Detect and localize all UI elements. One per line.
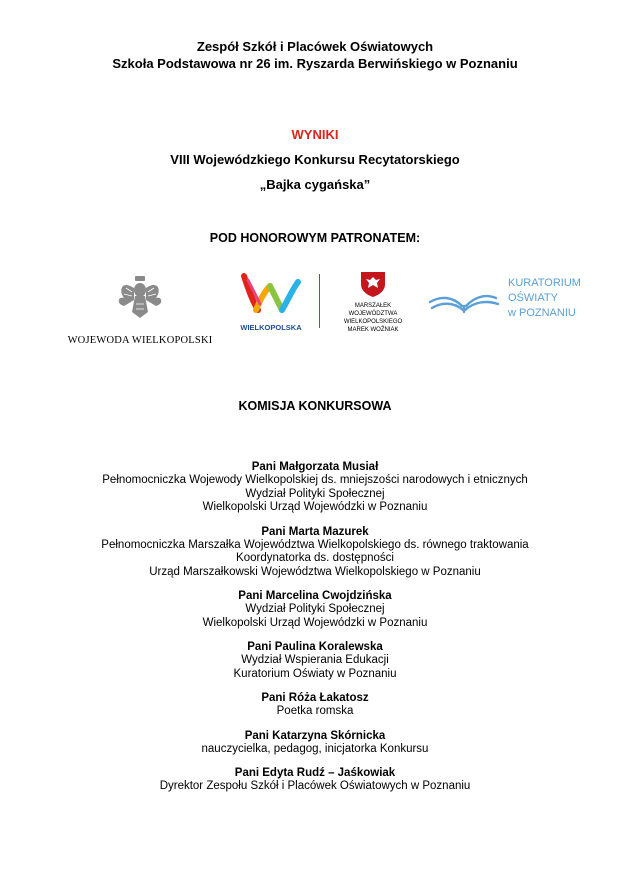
wielkopolska-logo	[238, 270, 304, 334]
results-block	[0, 126, 630, 194]
member-role: Urząd Marszałkowski Województwa Wielkopolskiego w Poznaniu	[149, 565, 481, 578]
marszalek-line1: MARSZAŁEK	[354, 303, 392, 309]
member-name: Pani Marta Mazurek	[261, 525, 369, 538]
member-role: Kuratorium Oświaty w Poznaniu	[233, 667, 397, 680]
contest-name: VIII Wojewódzkiego Konkursu Recytatorskiego	[170, 152, 460, 167]
member-entry	[0, 691, 630, 719]
commission-members	[0, 460, 630, 804]
results-title: WYNIKI	[291, 127, 339, 142]
member-name: Pani Edyta Rudź – Jaśkowiak	[234, 767, 396, 779]
member-role: Wielkopolski Urząd Wojewódzki w Poznaniu	[202, 501, 428, 513]
member-role: Poetka romska	[276, 705, 354, 717]
school-name-line2: Szkoła Podstawowa nr 26 im. Ryszarda Berwińskiego w Poznaniu	[112, 56, 518, 71]
kuratorium-logo	[428, 274, 588, 334]
school-header	[0, 38, 630, 72]
member-role: Wydział Polityki Społecznej	[245, 487, 385, 500]
member-role: Wydział Wspierania Edukacji	[241, 654, 389, 666]
wielkopolska-label: WIELKOPOLSKA	[240, 323, 302, 332]
marszalek-logo	[332, 270, 414, 340]
member-role: nauczycielka, pedagog, inicjatorka Konkursu	[201, 742, 429, 755]
commission-heading: KOMISJA KONKURSOWA	[238, 399, 392, 413]
member-role: Wielkopolski Urząd Wojewódzki w Poznaniu	[202, 616, 428, 629]
eagle-icon	[60, 274, 220, 320]
member-role: Wydział Polityki Społecznej	[245, 603, 385, 615]
marszalek-line4: MAREK WOŹNIAK	[347, 327, 399, 333]
member-role: Koordynatorka ds. dostępności	[236, 552, 394, 564]
kuratorium-line3: w POZNANIU	[508, 307, 576, 319]
open-book-icon	[428, 280, 500, 320]
patron-logos	[0, 262, 630, 346]
member-entry	[0, 640, 630, 681]
member-name: Pani Małgorzata Musiał	[251, 461, 379, 473]
kuratorium-line2: OŚWIATY	[508, 292, 558, 304]
patronage-heading: POD HONOROWYM PATRONATEM:	[209, 231, 421, 245]
school-name-line1: Zespół Szkół i Placówek Oświatowych	[196, 39, 434, 54]
member-entry	[0, 766, 630, 794]
wojewoda-label: WOJEWODA WIELKOPOLSKI	[67, 335, 213, 346]
marszalek-line3: WIELKOPOLSKIEGO	[343, 319, 403, 325]
logo-divider	[319, 274, 320, 328]
member-name: Pani Katarzyna Skórnicka	[244, 729, 386, 742]
wojewoda-logo	[60, 274, 220, 346]
member-entry	[0, 525, 630, 580]
member-entry	[0, 589, 630, 630]
member-role: Dyrektor Zespołu Szkół i Placówek Oświatowych w Poznaniu	[159, 780, 471, 792]
member-role: Pełnomocniczka Wojewody Wielkopolskiej ds. mniejszości narodowych i etnicznych	[102, 474, 528, 486]
member-entry	[0, 460, 630, 515]
member-name: Pani Róża Łakatosz	[261, 692, 369, 704]
member-entry	[0, 729, 630, 757]
member-name: Pani Marcelina Cwojdzińska	[238, 590, 392, 602]
contest-subtitle: „Bajka cygańska”	[259, 177, 371, 192]
member-name: Pani Paulina Koralewska	[247, 641, 383, 653]
coat-of-arms-icon	[358, 270, 388, 298]
marszalek-line2: WOJEWÓDZTWA	[348, 311, 398, 317]
kuratorium-line1: KURATORIUM	[508, 277, 581, 289]
member-role: Pełnomocniczka Marszałka Województwa Wielkopolskiego ds. równego traktowania	[101, 538, 529, 551]
wielkopolska-w-icon	[238, 270, 304, 316]
